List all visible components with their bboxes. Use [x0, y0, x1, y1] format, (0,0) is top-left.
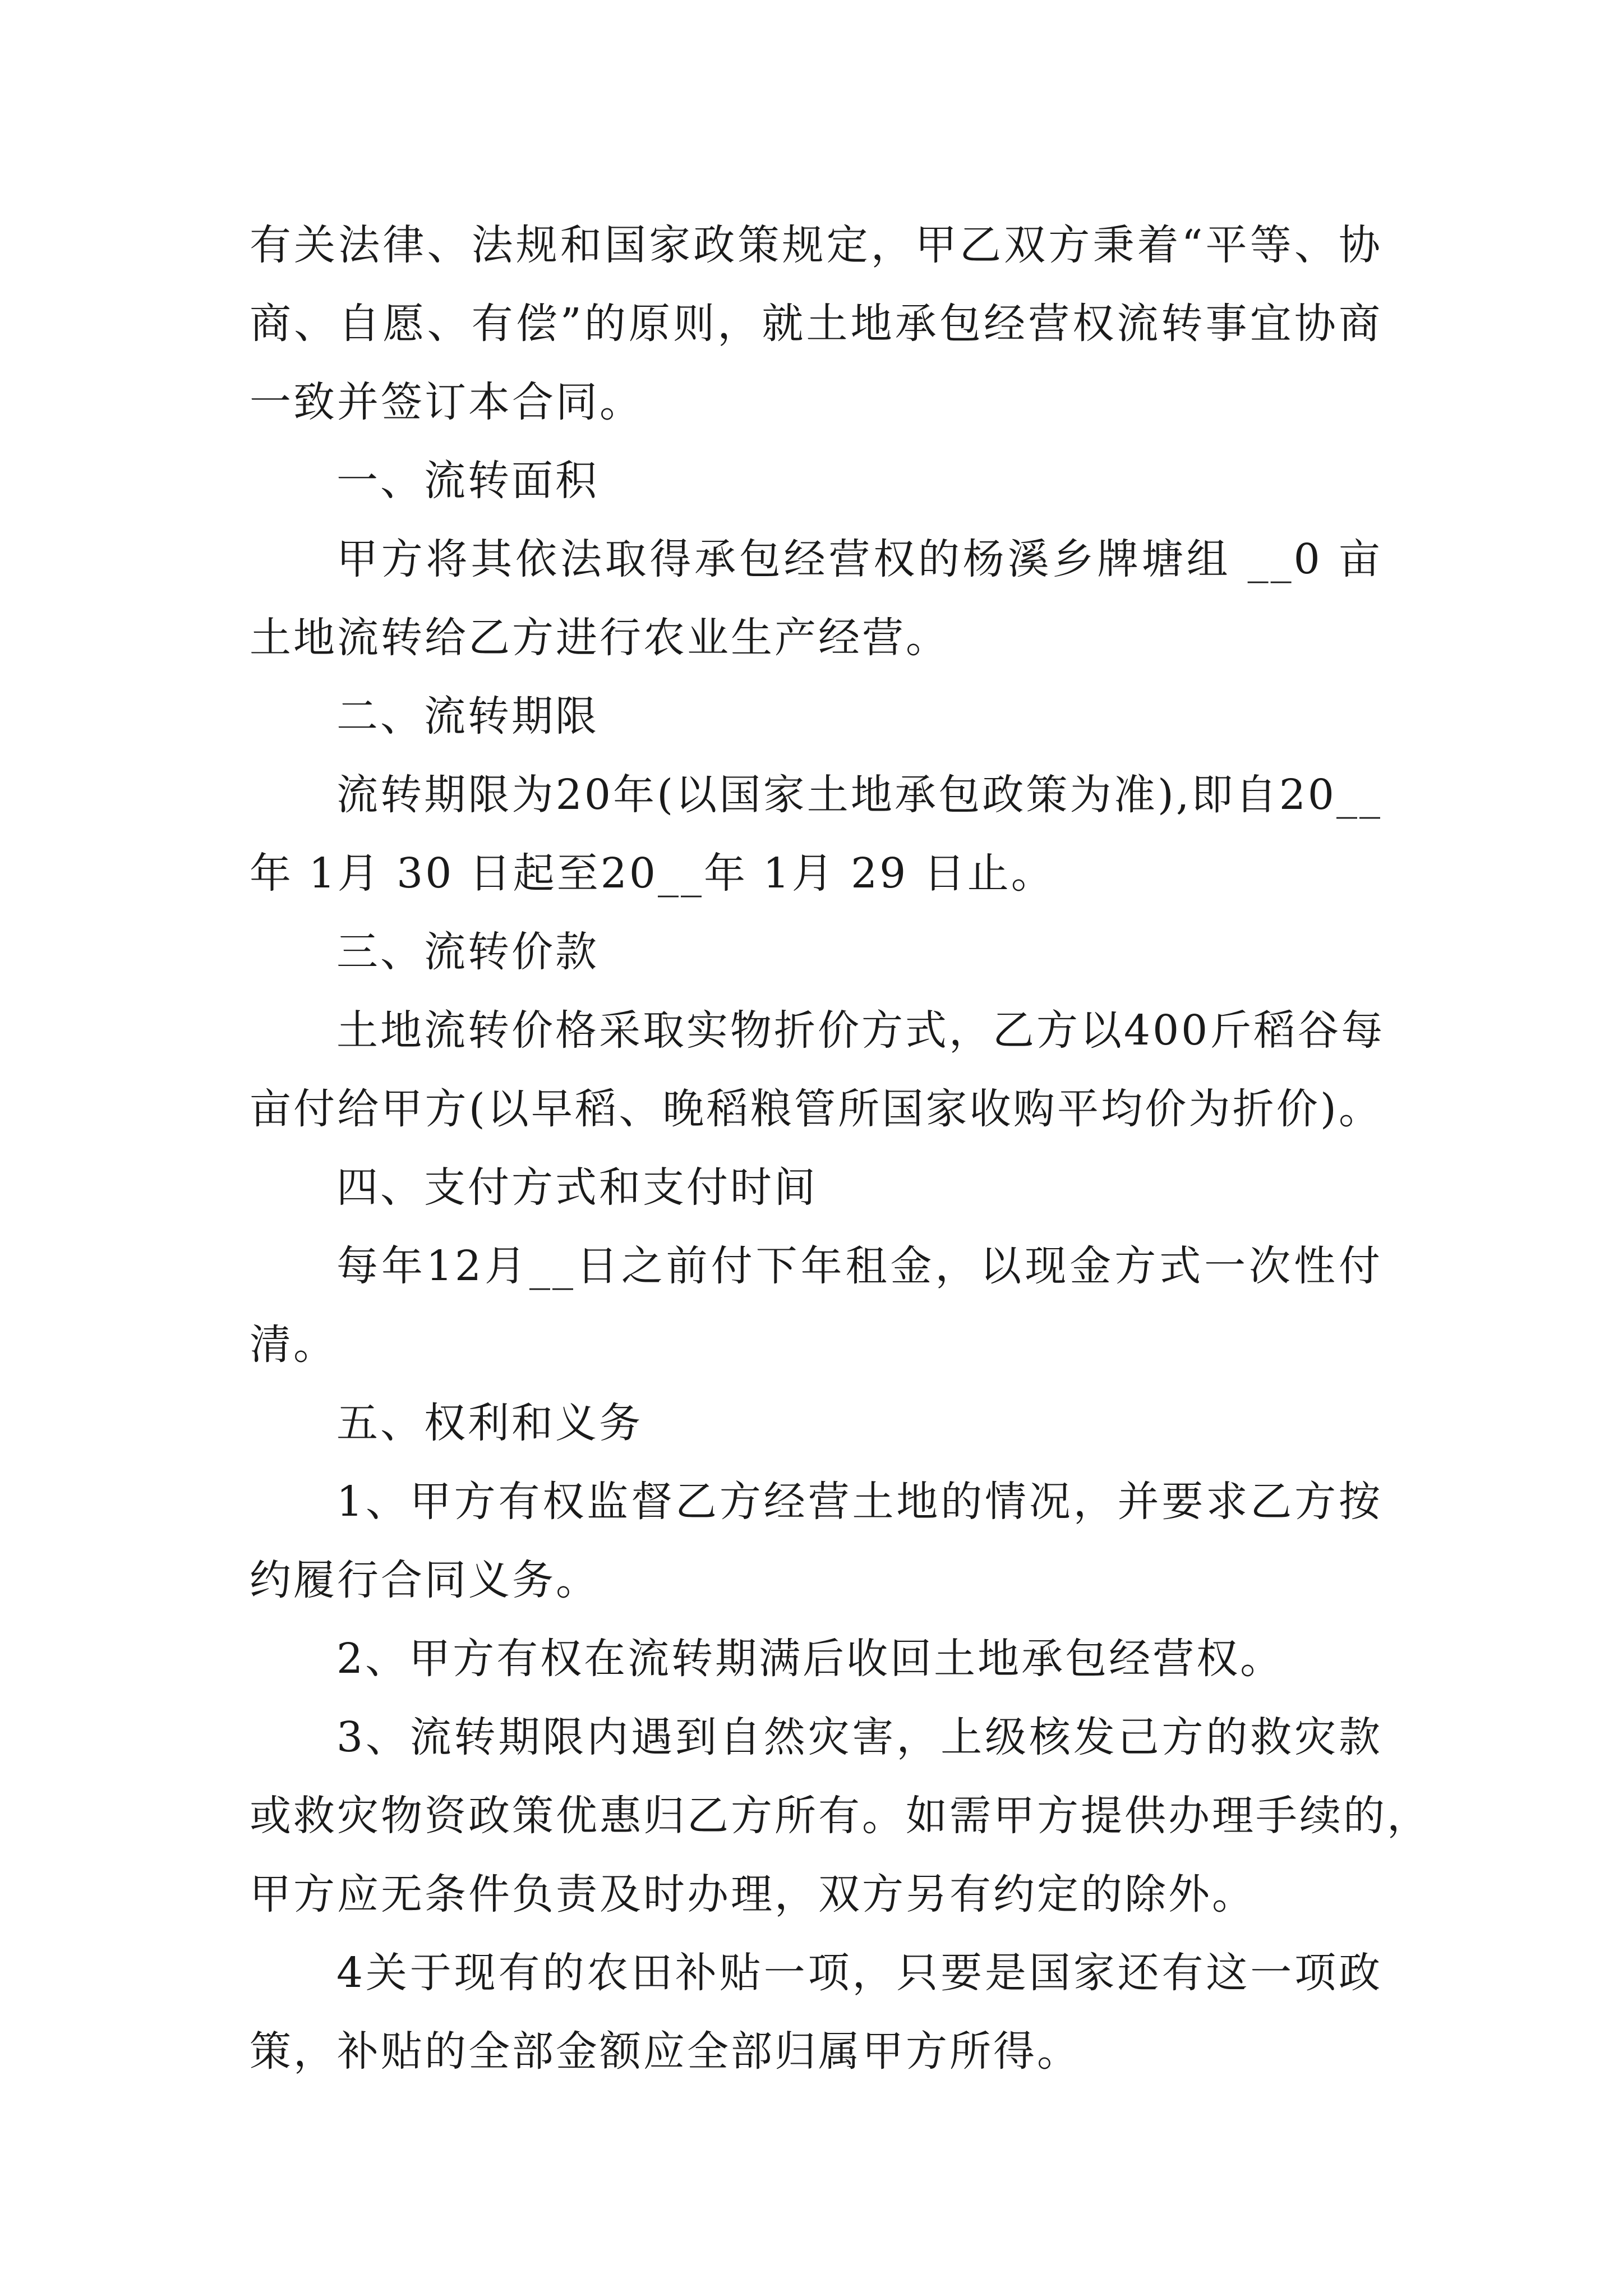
- paragraph-intro-line-1: 有关法律、法规和国家政策规定，甲乙双方秉着“平等、协: [250, 221, 1382, 269]
- clause-2: 2、甲方有权在流转期满后收回土地承包经营权。: [336, 1635, 1284, 1683]
- section-heading-transfer-price: 三、流转价款: [336, 928, 599, 976]
- paragraph-term-line-2: 年 1月 30 日起至20__年 1月 29 日止。: [250, 849, 1055, 898]
- clause-1-line-2: 约履行合同义务。: [250, 1556, 600, 1604]
- paragraph-area-line-1: 甲方将其依法取得承包经营权的杨溪乡牌塘组 __0 亩: [336, 535, 1382, 583]
- paragraph-price-line-2: 亩付给甲方(以早稻、晚稻粮管所国家收购平均价为折价)。: [250, 1085, 1382, 1133]
- paragraph-intro-line-3: 一致并签订本合同。: [250, 378, 643, 426]
- clause-4-line-2: 策，补贴的全部金额应全部归属甲方所得。: [250, 2027, 1081, 2076]
- section-heading-rights-obligations: 五、权利和义务: [336, 1399, 643, 1447]
- section-heading-transfer-area: 一、流转面积: [336, 457, 599, 505]
- paragraph-payment-line-2: 清。: [250, 1320, 337, 1369]
- clause-3-line-2: 或救灾物资政策优惠归乙方所有。如需甲方提供办理手续的，: [250, 1792, 1431, 1840]
- section-heading-transfer-term: 二、流转期限: [336, 692, 599, 740]
- clause-3-line-3: 甲方应无条件负责及时办理，双方另有约定的除外。: [250, 1870, 1256, 1918]
- paragraph-area-line-2: 土地流转给乙方进行农业生产经营。: [250, 614, 949, 662]
- clause-3-line-1: 3、流转期限内遇到自然灾害，上级核发己方的救灾款: [336, 1713, 1382, 1761]
- clause-1-line-1: 1、甲方有权监督乙方经营土地的情况，并要求乙方按: [336, 1478, 1382, 1526]
- paragraph-intro-line-2: 商、自愿、有偿”的原则，就土地承包经营权流转事宜协商: [250, 300, 1382, 348]
- clause-4-line-1: 4关于现有的农田补贴一项，只要是国家还有这一项政: [336, 1949, 1382, 1997]
- paragraph-payment-line-1: 每年12月__日之前付下年租金，以现金方式一次性付: [336, 1242, 1382, 1290]
- section-heading-payment: 四、支付方式和支付时间: [336, 1163, 818, 1212]
- paragraph-price-line-1: 土地流转价格采取实物折价方式，乙方以400斤稻谷每: [336, 1006, 1385, 1055]
- paragraph-term-line-1: 流转期限为20年(以国家土地承包政策为准),即自20__: [336, 771, 1382, 819]
